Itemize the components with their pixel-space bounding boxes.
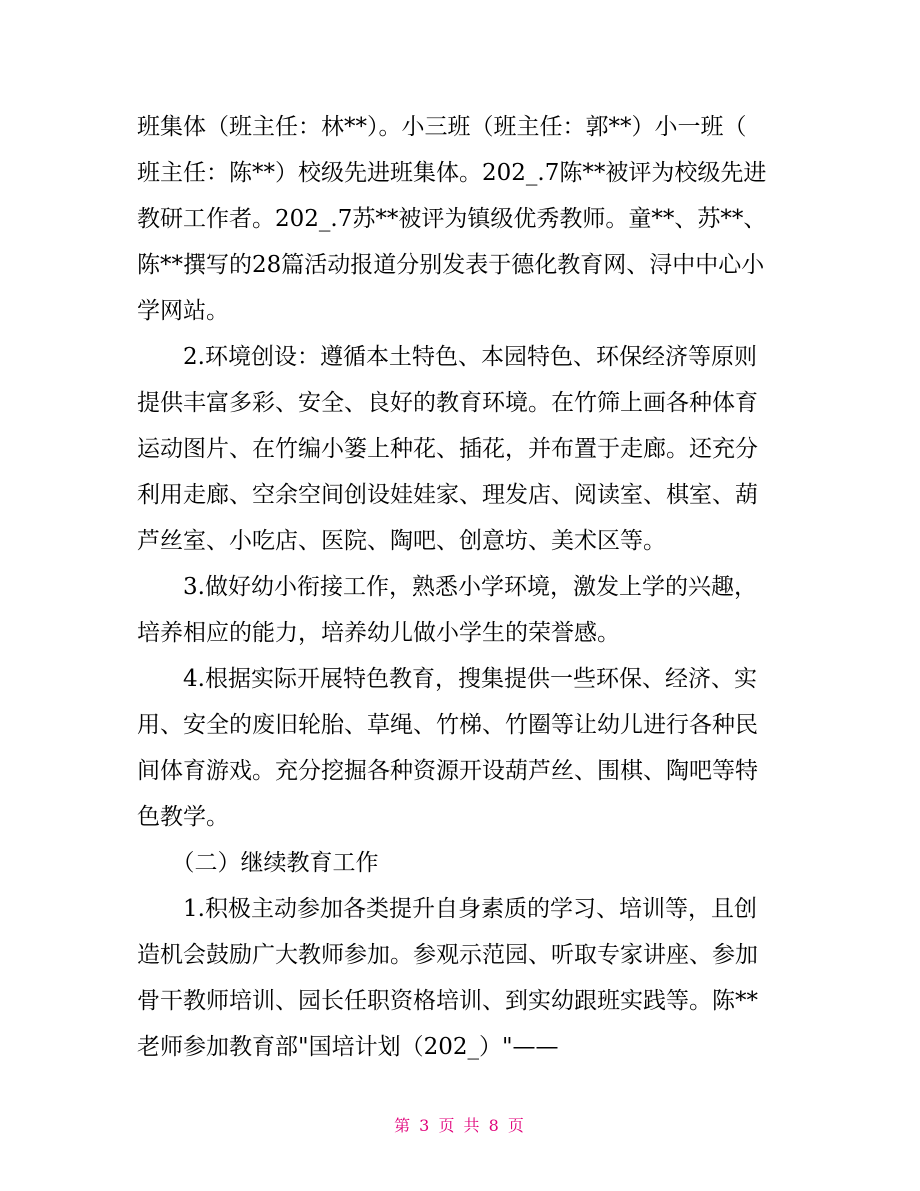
text-line: 用、安全的废旧轮胎、草绳、竹梯、竹圈等让幼儿进行各种民 <box>137 712 758 738</box>
text-line: 1.积极主动参加各类提升自身素质的学习、培训等，且创 <box>137 896 757 922</box>
text-line: 提供丰富多彩、安全、良好的教育环境。在竹筛上画各种体育 <box>137 390 758 416</box>
text-line: 造机会鼓励广大教师参加。参观示范园、听取专家讲座、参加 <box>137 942 758 968</box>
text-line: 班主任：陈**）校级先进班集体。202_.7陈**被评为校级先进 <box>137 160 767 186</box>
page-number-footer: 第 3 页 共 8 页 <box>394 1116 526 1135</box>
text-line: 利用走廊、空余空间创设娃娃家、理发店、阅读室、棋室、葫 <box>137 482 758 508</box>
text-line: （二）继续教育工作 <box>137 850 379 876</box>
text-line: 运动图片、在竹编小篓上种花、插花，并布置于走廊。还充分 <box>137 436 758 462</box>
text-line: 骨干教师培训、园长任职资格培训、到实幼跟班实践等。陈** <box>137 988 758 1014</box>
document-body <box>137 104 787 1070</box>
text-line: 芦丝室、小吃店、医院、陶吧、创意坊、美术区等。 <box>137 528 666 554</box>
text-line: 2.环境创设：遵循本土特色、本园特色、环保经济等原则 <box>137 344 757 370</box>
text-line: 培养相应的能力，培养幼儿做小学生的荣誉感。 <box>137 620 620 646</box>
text-line: 学网站。 <box>137 298 229 324</box>
text-line: 陈**撰写的28篇活动报道分别发表于德化教育网、浔中中心小 <box>137 252 765 278</box>
text-line: 教研工作者。202_.7苏**被评为镇级优秀教师。童**、苏**、 <box>137 206 767 232</box>
text-line: 4.根据实际开展特色教育，搜集提供一些环保、经济、实 <box>137 666 757 692</box>
text-line: 间体育游戏。充分挖掘各种资源开设葫芦丝、围棋、陶吧等特 <box>137 758 758 784</box>
text-line: 3.做好幼小衔接工作，熟悉小学环境，激发上学的兴趣， <box>137 574 757 600</box>
text-line: 色教学。 <box>137 804 229 830</box>
text-line: 班集体（班主任：林**）。小三班（班主任：郭**）小一班（ <box>137 114 747 140</box>
text-line: 老师参加教育部"国培计划（202_）"—— <box>137 1034 559 1060</box>
